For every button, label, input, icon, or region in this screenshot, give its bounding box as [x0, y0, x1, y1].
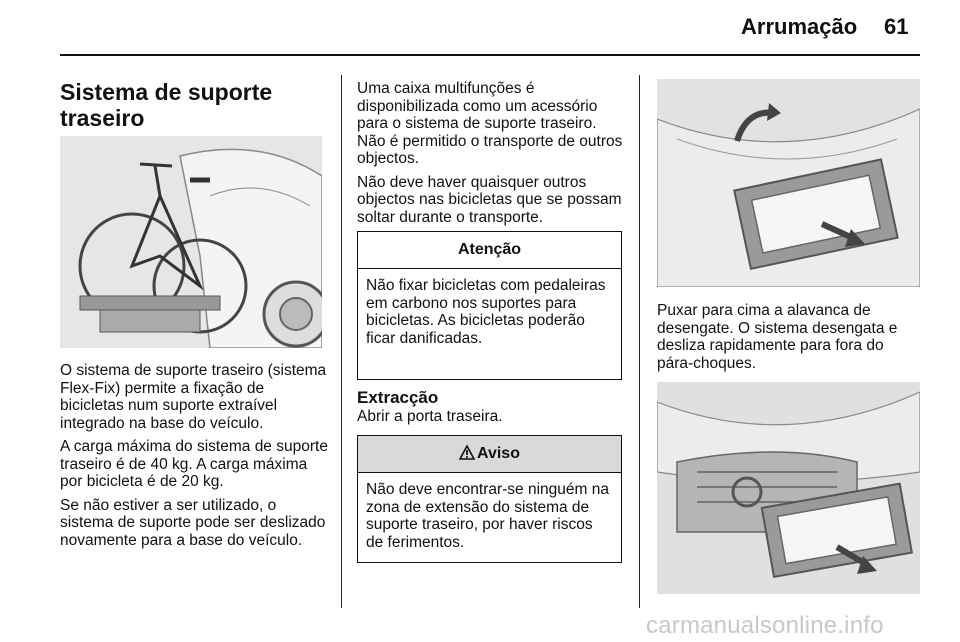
caution-box: [357, 231, 622, 380]
intro-paragraph: O sistema de suporte traseiro (sistema Flex-Fix) permite a fixação de bicicletas num suporte extraível integrado na base do veículo.: [60, 362, 327, 432]
intro-text: [60, 362, 330, 555]
warning-box: [357, 435, 622, 563]
warning-text: Não deve encontrar-se ninguém na zona de extensão do sistema de suporte traseiro, por haver riscos de ferimentos.: [366, 481, 609, 551]
extraction-heading: Extracção: [357, 388, 439, 407]
page-heading: Sistema de suporte traseiro: [60, 79, 273, 131]
page-number: 61: [884, 14, 909, 39]
storage-paragraph: Se não estiver a ser utilizado, o sistema de suporte pode ser deslizado novamente para a base do veículo.: [60, 496, 326, 549]
column-divider-right: [639, 75, 640, 608]
warning-title: Aviso: [477, 445, 520, 462]
column-left: [60, 79, 328, 131]
carrier-extended-illustration: [657, 382, 920, 594]
release-lever-illustration: [657, 79, 920, 287]
open-tailgate-step: Abrir a porta traseira.: [357, 408, 503, 425]
release-caption: [657, 302, 919, 378]
load-paragraph: A carga máxima do sistema de suporte traseiro é de 40 kg. A carga máxima por bicicleta é de 20 kg.: [60, 438, 328, 490]
header-divider: [60, 54, 920, 56]
column-divider-left: [341, 75, 342, 608]
bike-carrier-illustration: [60, 136, 322, 348]
warning-header: [358, 436, 621, 473]
extraction-section: [357, 388, 627, 432]
accessory-text: [357, 80, 627, 232]
section-title: Arrumação: [741, 14, 858, 39]
footer-watermark: carmanualsonline.info: [646, 612, 884, 639]
caution-title: Atenção: [358, 232, 621, 269]
release-caption-text: Puxar para cima a alavanca de desengate. O sistema desengata e desliza rapidamente para fora do pára-choques.: [657, 302, 898, 372]
objects-paragraph: Não deve haver quaisquer outros objectos nas bicicletas que se possam soltar durante o transporte.: [357, 173, 622, 226]
warning-triangle-icon: [459, 438, 475, 474]
caution-text: Não fixar bicicletas com pedaleiras em carbono nos suportes para bicicletas. As bicicletas poderão ficar danificadas.: [366, 277, 606, 347]
accessory-paragraph: Uma caixa multifunções é disponibilizada como um acessório para o sistema de suporte traseiro. Não é permitido o transporte de outros objectos.: [357, 80, 623, 167]
